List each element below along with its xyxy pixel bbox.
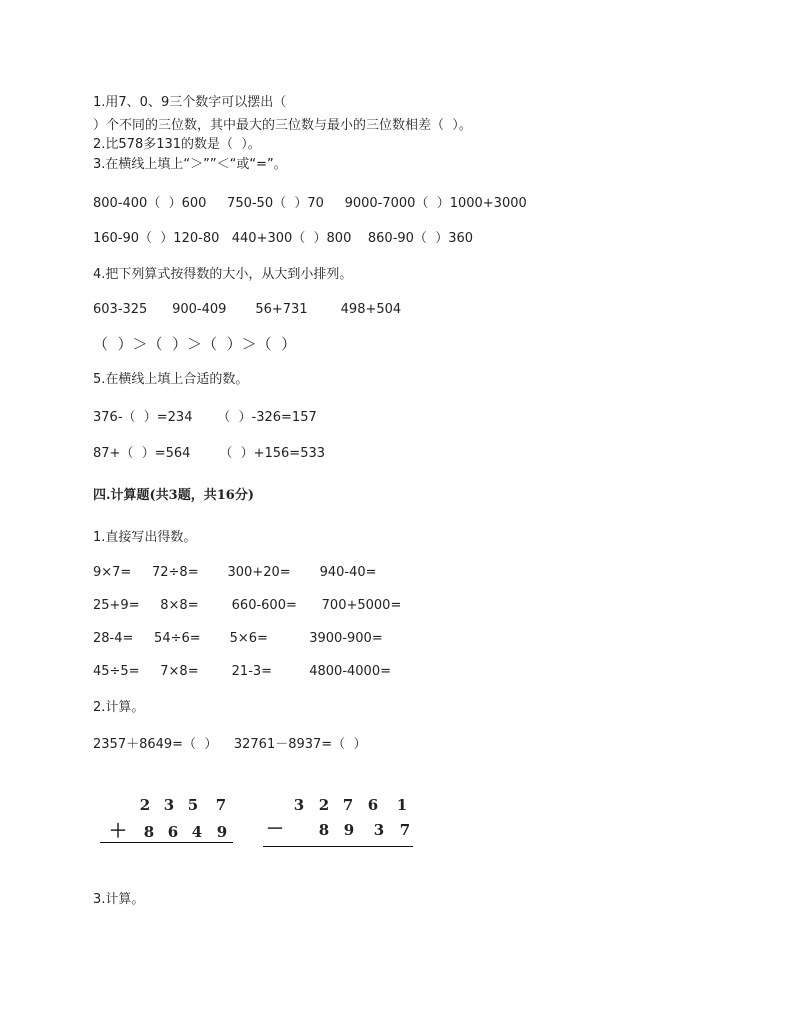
minuend-digit: 1 — [396, 796, 408, 814]
q1-text-line1: 1.用7、0、9三个数字可以摆出（ — [93, 95, 287, 110]
minus-sign: － — [266, 819, 284, 840]
mental-math-row: 28-4= 54÷6= 5×6= 3900-900= — [93, 631, 383, 646]
q3-text: 3.在横线上填上“＞””＜“或“=”。 — [93, 157, 287, 172]
addend-digit: 6 — [167, 823, 179, 841]
addend-digit: 3 — [163, 796, 175, 814]
calc-q1-text: 1.直接写出得数。 — [93, 530, 197, 545]
addend-digit: 2 — [139, 796, 151, 814]
mental-math-row: 25+9= 8×8= 660-600= 700+5000= — [93, 598, 402, 613]
q5-fill-row: 376-（ ）=234 （ ）-326=157 — [93, 410, 317, 425]
addend-digit: 8 — [143, 823, 155, 841]
calc-q3-text: 3.计算。 — [93, 892, 145, 907]
q5-fill-row: 87+（ ）=564 （ ）+156=533 — [93, 446, 326, 461]
difference-rule-line — [263, 846, 413, 847]
subtrahend-digit: 8 — [318, 821, 330, 839]
addend-digit: 4 — [191, 823, 203, 841]
addend-digit: 5 — [187, 796, 199, 814]
subtrahend-digit: 7 — [399, 821, 411, 839]
minuend-digit: 6 — [367, 796, 379, 814]
q5-text: 5.在横线上填上合适的数。 — [93, 372, 249, 387]
q4-expressions-row: 603-325 900-409 56+731 498+504 — [93, 302, 402, 317]
plus-sign: ＋ — [109, 821, 127, 842]
q3-compare-row: 160-90（ ）120-80 440+300（ ）800 860-90（ ）360 — [93, 231, 474, 246]
subtrahend-digit: 3 — [373, 821, 385, 839]
minuend-digit: 3 — [293, 796, 305, 814]
calc-q2-text: 2.计算。 — [93, 700, 145, 715]
addend-digit: 9 — [216, 823, 228, 841]
subtrahend-digit: 9 — [343, 821, 355, 839]
sum-rule-line — [100, 842, 233, 843]
q4-order-row: （ ）＞（ ）＞（ ）＞（ ） — [93, 335, 297, 353]
addend-digit: 7 — [215, 796, 227, 814]
q2-text: 2.比578多131的数是（ ）。 — [93, 137, 261, 152]
section-heading: 四.计算题(共3题，共16分) — [93, 488, 254, 503]
q1-text-line2: ）个不同的三位数，其中最大的三位数与最小的三位数相差（ ）。 — [93, 118, 472, 133]
calc-q2-row: 2357＋8649=（ ） 32761－8937=（ ） — [93, 737, 367, 752]
mental-math-row: 9×7= 72÷8= 300+20= 940-40= — [93, 565, 377, 580]
minuend-digit: 2 — [318, 796, 330, 814]
q4-text: 4.把下列算式按得数的大小，从大到小排列。 — [93, 267, 353, 282]
minuend-digit: 7 — [342, 796, 354, 814]
mental-math-row: 45÷5= 7×8= 21-3= 4800-4000= — [93, 664, 391, 679]
q3-compare-row: 800-400（ ）600 750-50（ ）70 9000-7000（ ）1000+3000 — [93, 196, 527, 211]
